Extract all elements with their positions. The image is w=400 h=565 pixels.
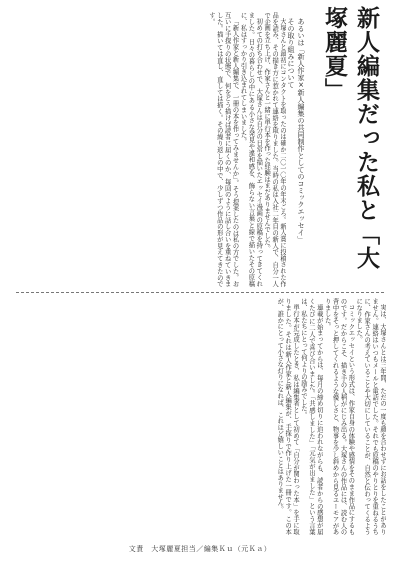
section-divider xyxy=(16,292,384,293)
body-paragraph: 連載が始まってからは、毎月の締め切りに追われながらも、読者からの感想が届くたびに二人で喜び合いました。「共感しました」「元気が出ました」という言葉は、私たちにとって何よりの励みでした。 xyxy=(299,298,323,535)
author-credit: 文責 大塚麗夏担当／編集Ｋｕ（元Ｋａ） xyxy=(128,545,272,553)
body-paragraph: コミックエッセイという形式は、作家自身の体験や感情をそのまま作品にするものです。だからこそ、描き手の人柄がにじみ出る。大塚さんの作品には、読む人の背中をそっと押してくれるような優しさと、物事を少し斜めから見るユーモアがありました。 xyxy=(323,298,355,535)
body-paragraph: 単行本が完成したとき、私は編集者として初めて「自分が関わった本」を手に取りました。それは新人作家と新人編集が、手探りで作り上げた一冊です。この本が、誰かにとって小さな灯りになれば、これほど嬉しいことはありません。 xyxy=(276,298,300,535)
article-subtitle-line-1: あるいは「新人作家×新人編集の共同制作としてのコミックエッセイ」 xyxy=(297,18,305,243)
body-paragraph: 「新人作家と新人編集で、一冊の本を作ってみませんか」。そう提案したのは私の方でした。お互いに手探りの状態で、何をどう描けば読者に届くのか、毎回のように話し合いを重ねていきました。描いては直し、直しては描く。その繰り返しの中で、少しずつ作品の形が見えてきたのです。 xyxy=(207,12,239,287)
article-title-text: 新人編集だった私と「大塚麗夏」 xyxy=(321,6,380,270)
body-paragraph: 初めての打ち合わせで、大塚さんは自分の日常を描いたエッセイ漫画の原稿を持ってきてくれました。日々の暮らしの中にある小さな発見や違和感を、飾らない言葉と線で描いたその原稿に、私はすっかり引き込まれてしまいました。 xyxy=(239,12,263,287)
article-body-upper xyxy=(16,12,286,287)
body-paragraph: 実は、大塚さんとは三年間、ただの一度も顔を合わせずにお話をしたことがありません。連絡はいつもメールと電話でした。それでも原稿のやりとりを重ねるうちに、作家さんの考えていることや大切にしていることが、自然と伝わってくるようになりました。 xyxy=(355,298,386,535)
article-subtitle-line-2: その取り組みについて xyxy=(287,18,295,88)
article-subtitle xyxy=(286,18,306,266)
article-body-lower xyxy=(14,298,386,535)
article-title xyxy=(318,6,382,291)
body-paragraph: 大塚さんと最初にコンタクトを取ったのは確か二〇一〇年の年末ごろ。新人賞に投稿された作品を読み、その描き方に惹かれて連絡を取りました。当時の私は入社二年目の新人で、自分一人で企画を立ち上げ、作家さんと一緒に単行本を作った経験はまだありませんでした。 xyxy=(263,12,286,287)
